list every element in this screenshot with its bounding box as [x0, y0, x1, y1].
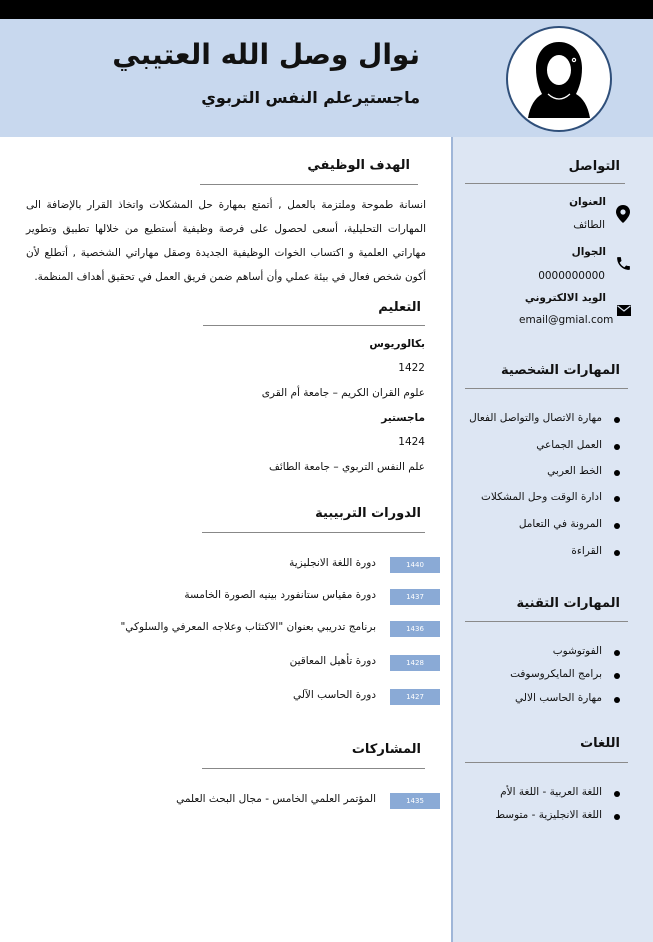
course-name: دورة الحاسب الآلي — [292, 689, 376, 701]
objective-text: انسانة طموحة وملتزمة بالعمل , أتمتع بمهارة حل المشكلات واتخاذ القرار بالإضافة الى المهارات التحليلية، أسعى لحصول على فرصة وظيفية أستطيع من خلالها تطبيق وتطوير مهاراتي العلمية و اكتساب الخوات الوظيفية الجديدة وصقل مهاراتي الشخصية , أتطلع لأن أكون شخص فعال في بيئة عملي وأن أساهم ضمن فريق العمل في تحقيق أهداف المنظمة. — [26, 199, 426, 283]
hijab-woman-icon — [508, 28, 610, 130]
education-divider — [203, 325, 425, 326]
person-name: نوال وصل الله العتيبي — [112, 38, 420, 71]
courses-heading: الدورات التربيبية — [315, 506, 421, 521]
bullet — [614, 417, 620, 423]
course-name: دورة اللغة الانجليزية — [289, 557, 376, 569]
bullet — [614, 444, 620, 450]
course-year-badge: 1427 — [390, 689, 440, 705]
envelope-icon — [617, 305, 631, 316]
address-label: العنوان — [569, 196, 606, 208]
skill-item: القراءة — [571, 545, 602, 557]
languages-divider — [465, 762, 628, 763]
contact-divider — [465, 183, 625, 184]
personal-skills-divider — [465, 388, 628, 389]
participation-year-badge: 1435 — [390, 793, 440, 809]
bullet — [614, 496, 620, 502]
language-item: اللغة الانجليزية - متوسط — [495, 809, 602, 821]
degree-1-year: 1422 — [398, 362, 425, 374]
phone-icon — [615, 255, 632, 272]
course-year-badge: 1440 — [390, 557, 440, 573]
tech-skill-item: مهارة الحاسب الالي — [515, 692, 602, 704]
skill-item: العمل الجماعي — [536, 439, 602, 451]
bullet — [614, 814, 620, 820]
education-heading: التعليم — [378, 300, 421, 315]
top-bar — [0, 0, 653, 19]
technical-skills-heading: المهارات التقنية — [516, 596, 620, 611]
course-year-badge: 1437 — [390, 589, 440, 605]
tech-skill-item: برامج المايكروسوفت — [510, 668, 602, 680]
skill-item: مهارة الاتصال والتواصل الفعال — [469, 412, 602, 424]
job-title: ماجستيرعلم النفس التربوي — [201, 88, 420, 107]
course-name: برنامج تدريبي بعنوان "الاكتئاب وعلاجه المعرفي والسلوكي" — [120, 621, 376, 633]
objective-divider — [200, 184, 418, 185]
degree-2-year: 1424 — [398, 436, 425, 448]
degree-2: ماجستير — [381, 412, 425, 424]
skill-item: الخط العربي — [547, 465, 602, 477]
participation-name: المؤتمر العلمي الخامس - مجال البحث العلمي — [176, 793, 376, 805]
tech-skill-item: الفوتوشوب — [552, 645, 602, 657]
course-year-badge: 1436 — [390, 621, 440, 637]
skill-item: ادارة الوقت وحل المشكلات — [481, 491, 602, 503]
degree-2-detail: علم النفس التربوي – جامعة الطائف — [268, 461, 425, 473]
email-value: email@gmial.com — [519, 314, 614, 326]
location-icon — [616, 205, 630, 223]
degree-1-detail: علوم القران الكريم – جامعة أم القرى — [261, 387, 425, 399]
participations-heading: المشاركات — [351, 742, 421, 757]
technical-skills-divider — [465, 621, 628, 622]
skill-item: المرونة في التعامل — [518, 518, 602, 530]
personal-skills-heading: المهارات الشخصية — [501, 363, 620, 378]
phone-label: الجوال — [571, 246, 606, 258]
course-name: دورة تأهيل المعاقين — [289, 655, 376, 667]
bullet — [614, 650, 620, 656]
contact-heading: التواصل — [568, 159, 620, 174]
bullet — [614, 523, 620, 529]
participations-divider — [202, 768, 425, 769]
bullet — [614, 673, 620, 679]
bullet — [614, 470, 620, 476]
languages-heading: اللغات — [580, 736, 620, 751]
email-label: الويد الالكتروني — [524, 292, 606, 304]
avatar — [506, 26, 612, 132]
courses-divider — [202, 532, 425, 533]
address-value: الطائف — [573, 219, 605, 231]
language-item: اللغة العربية - اللغة الأم — [500, 786, 602, 798]
degree-1: بكالوريوس — [369, 338, 425, 350]
bullet — [614, 791, 620, 797]
bullet — [614, 697, 620, 703]
bullet — [614, 550, 620, 556]
course-year-badge: 1428 — [390, 655, 440, 671]
phone-value: 0000000000 — [538, 270, 605, 282]
objective-heading: الهدف الوظيفي — [307, 158, 410, 173]
course-name: دورة مقياس ستانفورد بينيه الصورة الخامسة — [184, 589, 376, 601]
